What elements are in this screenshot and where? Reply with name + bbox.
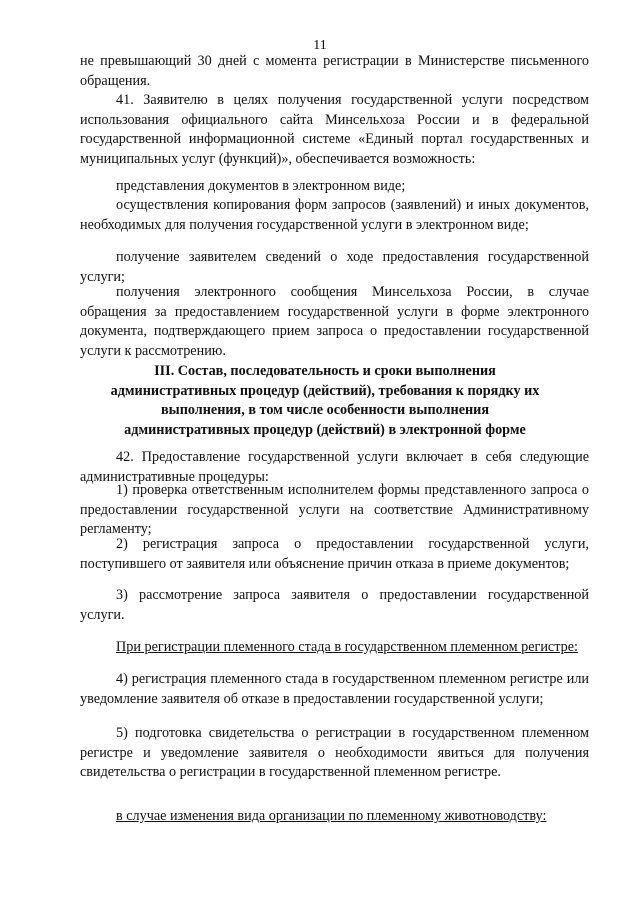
list-item-electronic-message: получения электронного сообщения Минсельхоза России, в случае обращения за предоставлением государственной услуги в форме электронного документа, подтверждающего прием запроса о предоставлении государственной услуги к рассмотрению.: [80, 284, 589, 359]
paragraph-41: 41. Заявителю в целях получения государственной услуги посредством использования официального сайта Минсельхоза России и в федеральной государственной информационной системе «Единый портал государственных и муниципальных услуг (функций)», обеспечивается возможность:: [80, 92, 589, 167]
procedure-item-1: 1) проверка ответственным исполнителем формы представленного запроса о предоставлении государственной услуги на соответствие Административному регламенту;: [80, 482, 589, 538]
procedure-item-4: 4) регистрация племенного стада в государственном племенном регистре или уведомление заявителя об отказе в предоставлении государственной услуги;: [80, 671, 589, 707]
list-item-electronic-documents: представления документов в электронном виде;: [116, 178, 406, 194]
paragraph-42: 42. Предоставление государственной услуги включает в себя следующие административные процедуры:: [80, 449, 589, 485]
subheading-organization-type-change: в случае изменения вида организации по племенному животноводству:: [116, 808, 547, 824]
procedure-item-5: 5) подготовка свидетельства о регистрации в государственном племенном регистре и уведомление заявителя о необходимости явиться для получения свидетельства о регистрации в государственной племенном регистре.: [80, 725, 589, 781]
page-number: 11: [313, 38, 327, 53]
procedure-item-3: 3) рассмотрение запроса заявителя о предоставлении государственной услуги.: [80, 587, 589, 623]
subheading-herd-registration: При регистрации племенного стада в государственном племенном регистре:: [116, 639, 578, 655]
list-item-copy-forms: осуществления копирования форм запросов (заявлений) и иных документов, необходимых для получения государственной услуги в электронном виде;: [80, 197, 589, 233]
section-heading: III. Состав, последовательность и сроки выполнения административных процедур (действий), требования к порядку их выполнения, в том числе особенности выполнения административных процедур (действий) в электронной форме: [110, 363, 540, 438]
paragraph-continuation: не превышающий 30 дней с момента регистрации в Министерстве письменного обращения.: [80, 53, 589, 89]
list-item-status-info: получение заявителем сведений о ходе предоставления государственной услуги;: [80, 249, 589, 285]
procedure-item-2: 2) регистрация запроса о предоставлении государственной услуги, поступившего от заявителя или объяснение причин отказа в приеме документов;: [80, 536, 589, 572]
